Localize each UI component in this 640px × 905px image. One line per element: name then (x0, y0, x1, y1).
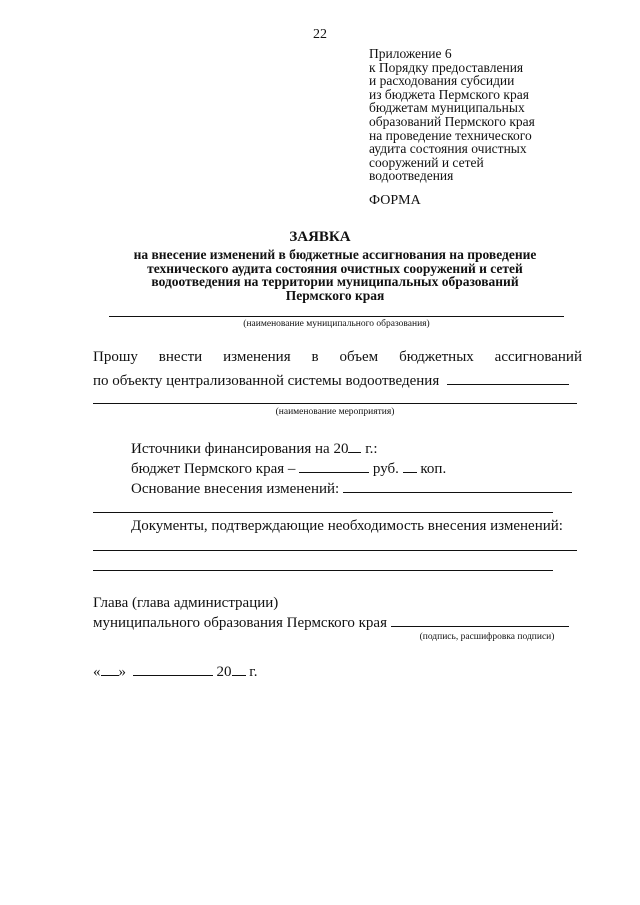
appendix-line: из бюджета Пермского края (369, 86, 529, 102)
documents-text: Документы, подтверждающие необходимость внесения изменений: (131, 518, 563, 534)
request-line-2-text: по объекту централизованной системы водоотведения (93, 373, 440, 389)
head-title-line-1: Глава (глава администрации) (93, 595, 279, 611)
appendix-block (369, 47, 535, 183)
financing-budget (131, 460, 446, 478)
rub-label: руб. (372, 461, 399, 477)
document-title: ЗАЯВКА (289, 229, 351, 245)
documents-fill-line-2[interactable] (93, 570, 553, 571)
date-line (93, 663, 257, 681)
month-fill-line[interactable] (133, 663, 213, 676)
appendix-line: к Порядку предоставления (369, 59, 524, 75)
municipality-caption: (наименование муниципального образования) (243, 319, 430, 329)
subtitle-line: водоотведения на территории муниципальных образований (151, 274, 519, 289)
date-year-fill-line[interactable] (232, 663, 246, 676)
appendix-line: образований Пермского края (369, 113, 535, 129)
subtitle-line: на внесение изменений в бюджетные ассигнования на проведение (133, 247, 537, 262)
date-close-quote: » (118, 664, 126, 680)
appendix-line: Приложение 6 (369, 46, 452, 61)
date-year-suffix: г. (249, 664, 258, 680)
signature-fill-line[interactable] (391, 614, 569, 627)
financing-sources-text: Источники финансирования на 20 (131, 441, 349, 457)
appendix-line: водоотведения (369, 168, 454, 184)
system-object-fill-line[interactable] (447, 372, 569, 385)
financing-sources-suffix: г.: (365, 441, 378, 457)
municipality-fill-line[interactable] (109, 316, 564, 317)
document-subtitle (80, 248, 590, 302)
head-title-text: муниципального образования Пермского края (93, 615, 387, 631)
financing-sources (131, 440, 378, 458)
basis-fill-line[interactable] (343, 480, 572, 493)
page-number: 22 (313, 27, 327, 42)
kop-label: коп. (420, 461, 447, 477)
request-line-2 (93, 372, 569, 390)
appendix-line: сооружений и сетей (369, 154, 484, 170)
documents-fill-line-1[interactable] (93, 550, 577, 551)
basis-continuation-line[interactable] (93, 512, 553, 513)
appendix-line: аудита состояния очистных (369, 141, 527, 157)
form-label: ФОРМА (369, 193, 421, 208)
request-line-1: Прошу внести изменения в объем бюджетных ассигнований (93, 349, 582, 365)
signature-caption: (подпись, расшифровка подписи) (419, 632, 555, 642)
basis-label: Основание внесения изменений: (131, 481, 340, 497)
appendix-line: на проведение технического (369, 127, 532, 143)
subtitle-line: Пермского края (285, 287, 385, 303)
financing-basis (131, 480, 572, 498)
appendix-line: и расходования субсидии (369, 73, 515, 89)
date-open-quote: « (93, 664, 101, 680)
head-title-line-2 (93, 614, 569, 632)
kop-fill-line[interactable] (403, 460, 417, 473)
appendix-line: бюджетам муниципальных (369, 100, 525, 116)
year-fill-line[interactable] (348, 440, 361, 453)
event-fill-line[interactable] (93, 403, 577, 404)
budget-label: бюджет Пермского края – (131, 461, 296, 477)
subtitle-line: технического аудита состояния очистных сооружений и сетей (147, 260, 523, 276)
event-caption: (наименование мероприятия) (275, 407, 395, 417)
date-year-prefix: 20 (216, 664, 232, 680)
day-fill-line[interactable] (101, 663, 119, 676)
rub-fill-line[interactable] (299, 460, 369, 473)
